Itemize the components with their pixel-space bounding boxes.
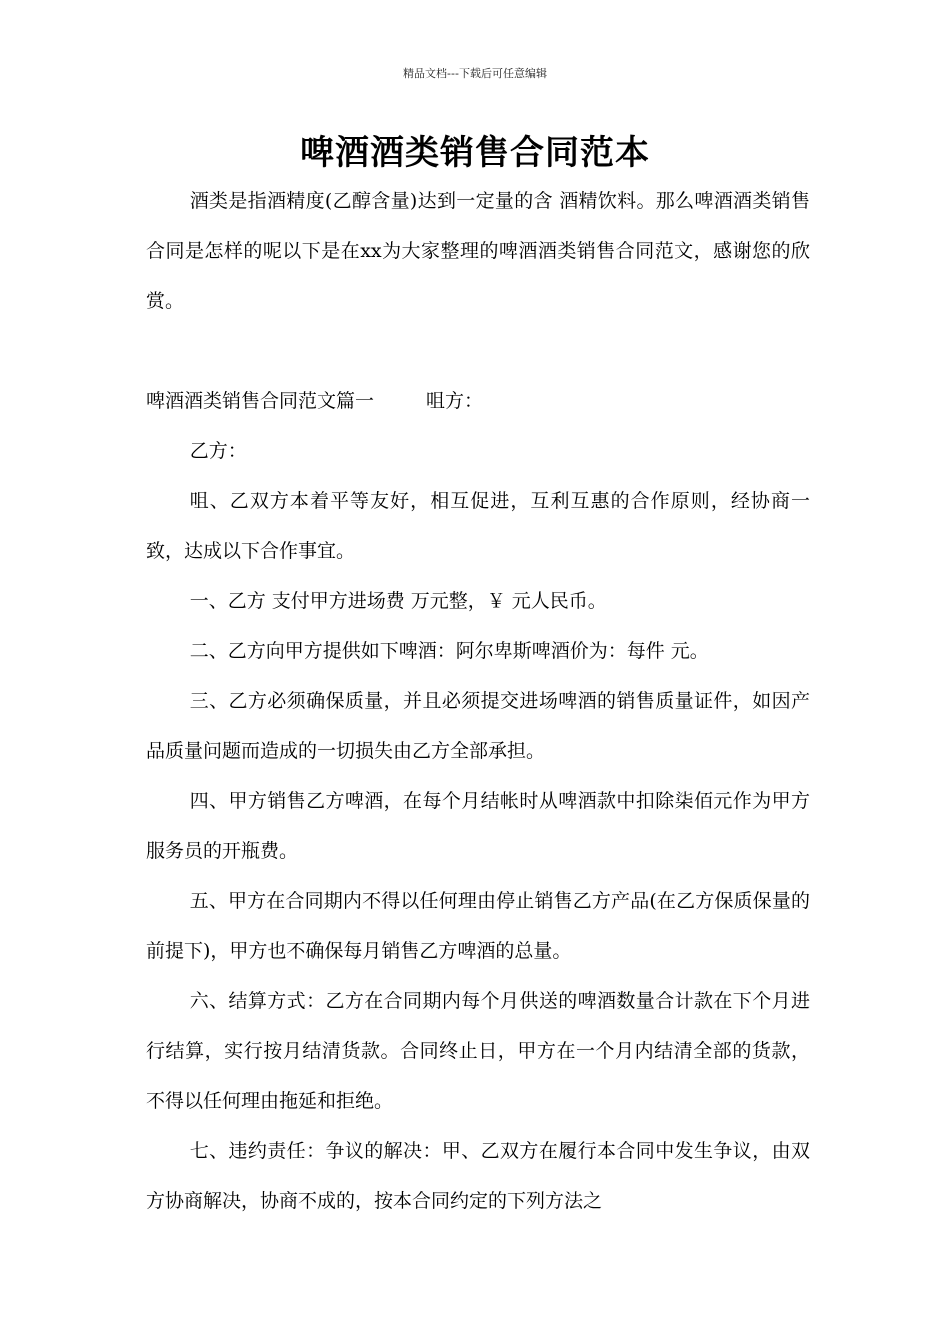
clause-paragraph: 一、乙方 支付甲方进场费 万元整，￥ 元人民币。 [189, 590, 607, 612]
section-heading: 啤酒酒类销售合同范文篇一 [146, 390, 375, 412]
intro-paragraph: 酒类是指酒精度(乙醇含量)达到一定量的含 酒精饮料。那么啤酒酒类销售合同是怎样的呢以下是在xx为大家整理的啤酒酒类销售合同范文，感谢您的欣赏。 [146, 190, 810, 312]
party-b-label: 乙方： [189, 440, 247, 462]
document-title: 啤酒酒类销售合同范本 [300, 133, 650, 173]
clause-paragraph: 三、乙方必须确保质量，并且必须提交进场啤酒的销售质量证件，如因产品质量问题而造成的一切损失由乙方全部承担。 [146, 690, 810, 762]
clause-paragraph: 二、乙方向甲方提供如下啤酒：阿尔卑斯啤酒价为：每件 元。 [189, 640, 709, 662]
clause-paragraph: 七、违约责任：争议的解决：甲、乙双方在履行本合同中发生争议，由双方协商解决，协商不成的，按本合同约定的下列方法之 [146, 1140, 810, 1212]
document-body [146, 176, 810, 1226]
clause-paragraph: 五、甲方在合同期内不得以任何理由停止销售乙方产品(在乙方保质保量的前提下)，甲方也不确保每月销售乙方啤酒的总量。 [146, 890, 810, 962]
header-note: 精品文档---下载后可任意编辑 [403, 67, 547, 80]
blank-line [146, 326, 810, 376]
clause-paragraph: 六、结算方式：乙方在合同期内每个月供送的啤酒数量合计款在下个月进行结算，实行按月结清货款。合同终止日，甲方在一个月内结清全部的货款，不得以任何理由拖延和拒绝。 [146, 990, 810, 1112]
clause-paragraph: 四、甲方销售乙方啤酒，在每个月结帐时从啤酒款中扣除柒佰元作为甲方服务员的开瓶费。 [146, 790, 810, 862]
section-heading-line [146, 376, 810, 426]
party-a-label: 咀方： [426, 390, 484, 412]
clause-paragraph: 咀、乙双方本着平等友好，相互促进，互利互惠的合作原则，经协商一致，达成以下合作事宜。 [146, 490, 810, 562]
